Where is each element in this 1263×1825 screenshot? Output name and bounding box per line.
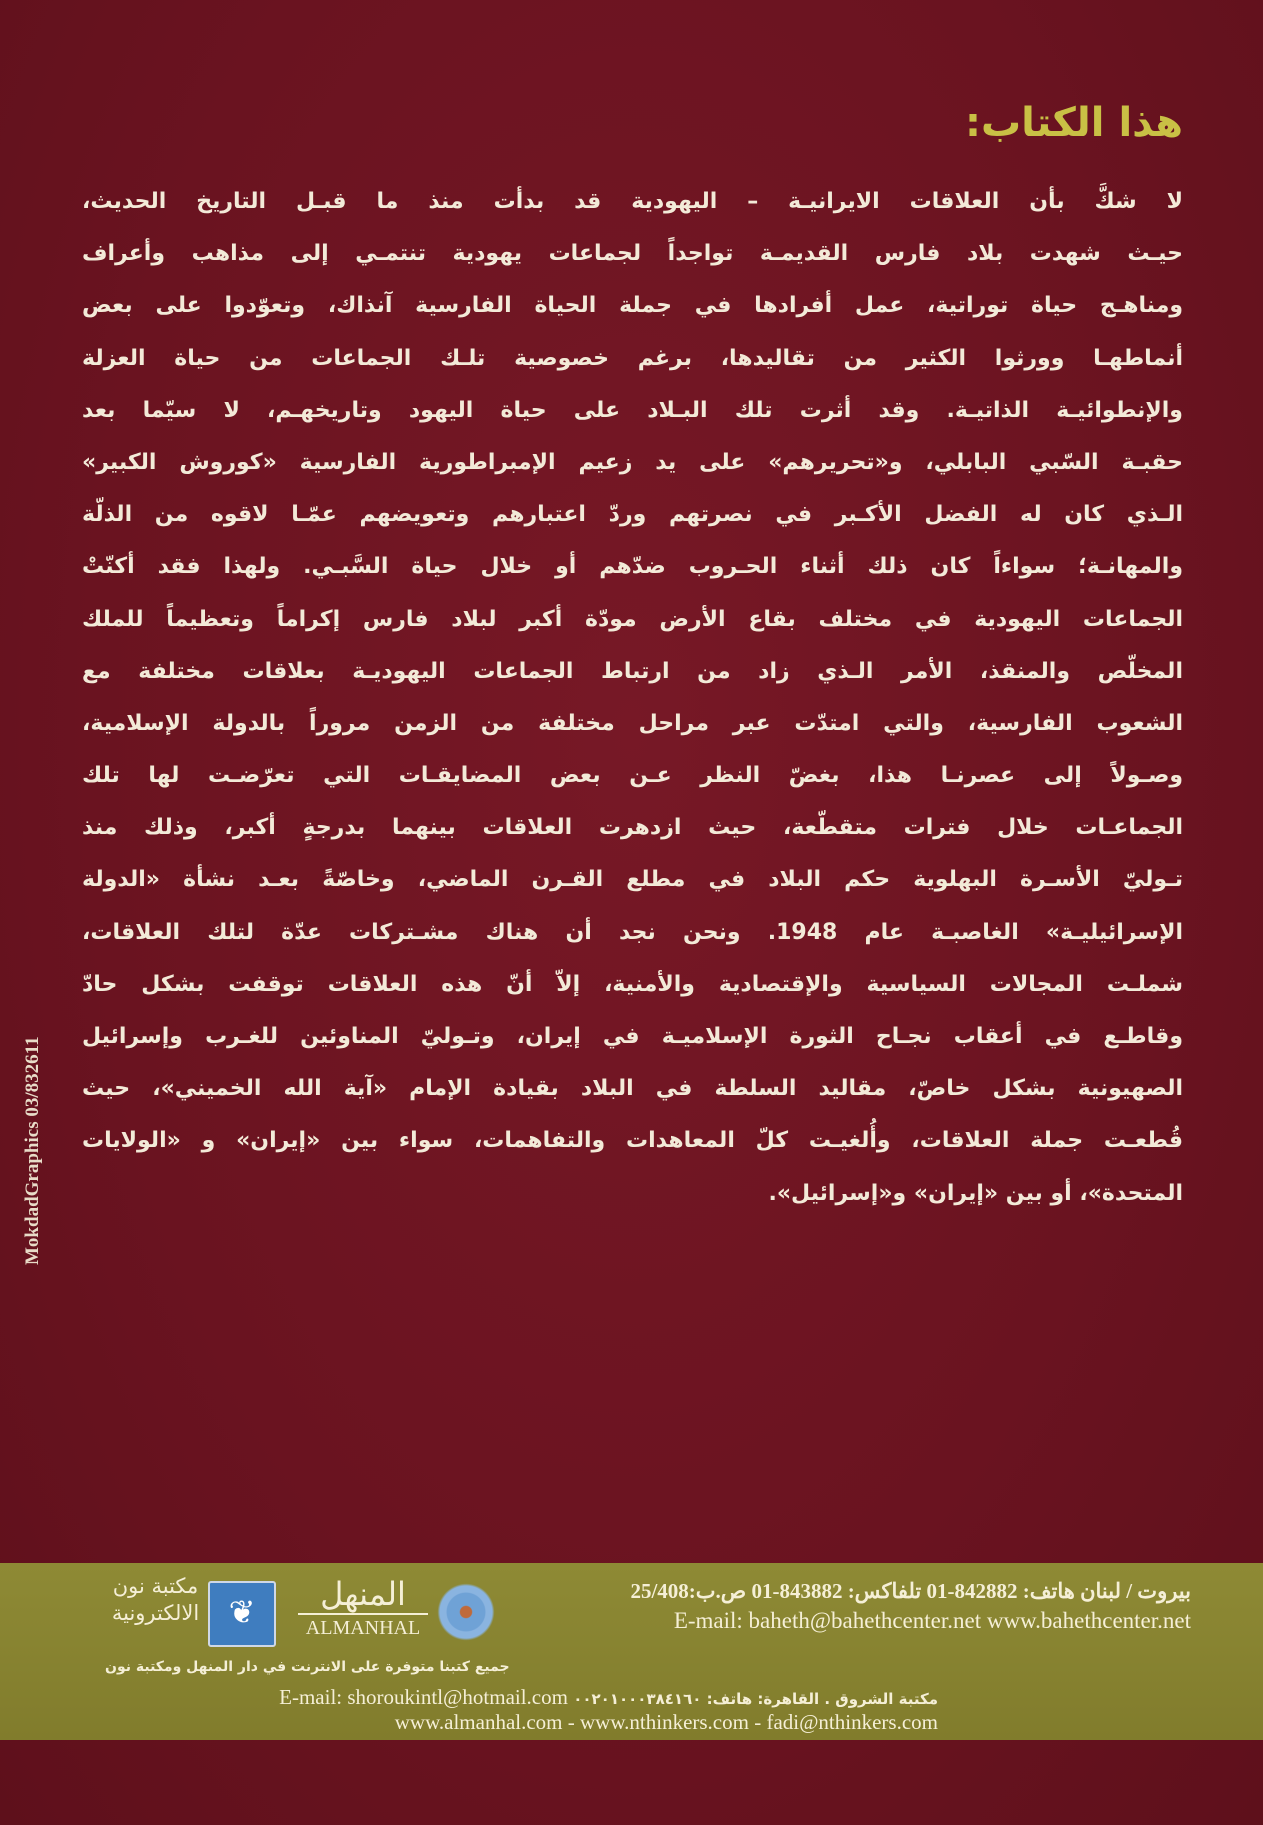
blurb-line: وقاطـع في أعقاب نجـاح الثورة الإسلاميـة في إيران، وتـوليّ المناوئين للغـرب وإسرائيل [82,1024,1183,1049]
almanhal-logo-arabic: المنهل [298,1575,428,1615]
blurb-line: الشعوب الفارسية، والتي امتدّت عبر مراحل مختلفة من الزمن مروراً بالدولة الإسلامية، [82,710,1183,736]
blurb-line: الإسرائيليـة» الغاصبـة عام 1948. ونحن نجد أن هناك مشـتركات عدّة لتلك العلاقات، [82,919,1183,945]
blurb-line: تـوليّ الأسـرة البهلوية حكم البلاد في مطلع القـرن الماضي، وخاصّةً بعـد نشأة «الدولة [82,867,1183,893]
publisher-address: بيروت / لبنان هاتف: 842882-01 تلفاكس: 843882-01 ص.ب:25/408 [630,1579,1191,1603]
blurb-line: أنماطهـا وورثوا الكثير من تقاليدها، برغم خصوصية تلـك الجماعات من حياة العزلة [82,345,1183,371]
publisher-contact [630,1579,1191,1634]
blurb-line: الجماعـات خلال فترات متقطّعة، حيث ازدهرت العلاقات بينهما بدرجةٍ أكبر، وذلك منذ [82,815,1183,841]
blurb-line: شملـت المجالات السياسية والإقتصادية والأمنية، إلاّ أنّ هذه العلاقات توقفت بشكل حادّ [82,971,1183,997]
availability-note: جميع كتبنا متوفرة على الانترنت في دار المنهل ومكتبة نون [105,1659,510,1675]
blurb-line: حيـث شهدت بلاد فارس القديمـة تواجداً لجماعات يهودية تنتمـي إلى مذاهب وأعراف [82,241,1183,267]
cairo-email: E-mail: shoroukintl@hotmail.com [279,1685,568,1709]
partner-logos [108,1573,578,1653]
blurb-line: ومناهـج حياة توراتية، عمل أفرادها في جملة الحياة الفارسية آنذاك، وتعوّدوا على بعض [82,293,1183,319]
blurb-line: الجماعات اليهودية في مختلف بقاع الأرض مودّة أكبر لبلاد فارس إكراماً وتعظيماً للملك [82,606,1183,632]
blurb-text [82,176,1183,1220]
cairo-label: مكتبة الشروق . القاهرة: هاتف: ٠٠٢٠١٠٠٠٣٨٤١٦٠ [573,1690,938,1708]
blurb-line: والإنطوائيـة الذاتيـة. وقد أثرت تلك البـلاد على حياة اليهود وتاريخهـم، لا سيّما بعد [82,397,1183,423]
publisher-footer [0,1563,1263,1740]
blurb-line: حقبـة السّبي البابلي، و«تحريرهم» على يد زعيم الإمبراطورية الفارسية «كوروش الكبير» [82,449,1183,475]
cairo-distributor [279,1685,938,1735]
almanhal-star-icon [434,1577,498,1647]
publisher-web: E-mail: baheth@bahethcenter.net www.bahethcenter.net [673,1608,1191,1633]
websites: www.almanhal.com - www.nthinkers.com - fadi@nthinkers.com [394,1710,938,1734]
blurb-line: وصـولاً إلى عصرنـا هذا، بغضّ النظر عـن بعض المضايقـات التي تعرّضـت لها تلك [82,763,1183,789]
blurb-line: المخلّص والمنقذ، الأمر الـذي زاد من ارتباط الجماعات اليهوديـة بعلاقات مختلفة مع [82,658,1183,684]
section-title: هذا الكتاب: [964,100,1183,146]
blurb-line: الـذي كان له الفضل الأكـبر في نصرتهم وردّ اعتبارهم وتعويضهم عمّـا لاقوه من الذلّة [82,502,1183,528]
blurb-line: المتحدة»، أو بين «إيران» و«إسرائيل». [768,1180,1183,1206]
noon-logo-icon: ❦ [208,1581,276,1647]
noon-library-name: مكتبة نون الالكترونية [111,1574,200,1625]
blurb-line: الصهيونية بشكل خاصّ، مقاليد السلطة في البلاد بقيادة الإمام «آية الله الخميني»، حيث [82,1076,1183,1102]
almanhal-logo-english: ALMANHAL [305,1617,421,1639]
designer-credit: MokdadGraphics 03/832611 [22,1036,43,1265]
blurb-line: لا شكَّ بأن العلاقات الايرانيـة – اليهودية قد بدأت منذ ما قبـل التاريخ الحديث، [82,189,1183,214]
blurb-line: والمهانـة؛ سواءاً كان ذلك أثناء الحـروب ضدّهم أو خلال حياة السَّبـي. ولهذا فقد أكنّتْ [82,554,1183,580]
blurb-line: قُطعـت جملة العلاقات، وأُلغيـت كلّ المعاهدات والتفاهمات، سواء بين «إيران» و «الولايات [82,1128,1183,1154]
